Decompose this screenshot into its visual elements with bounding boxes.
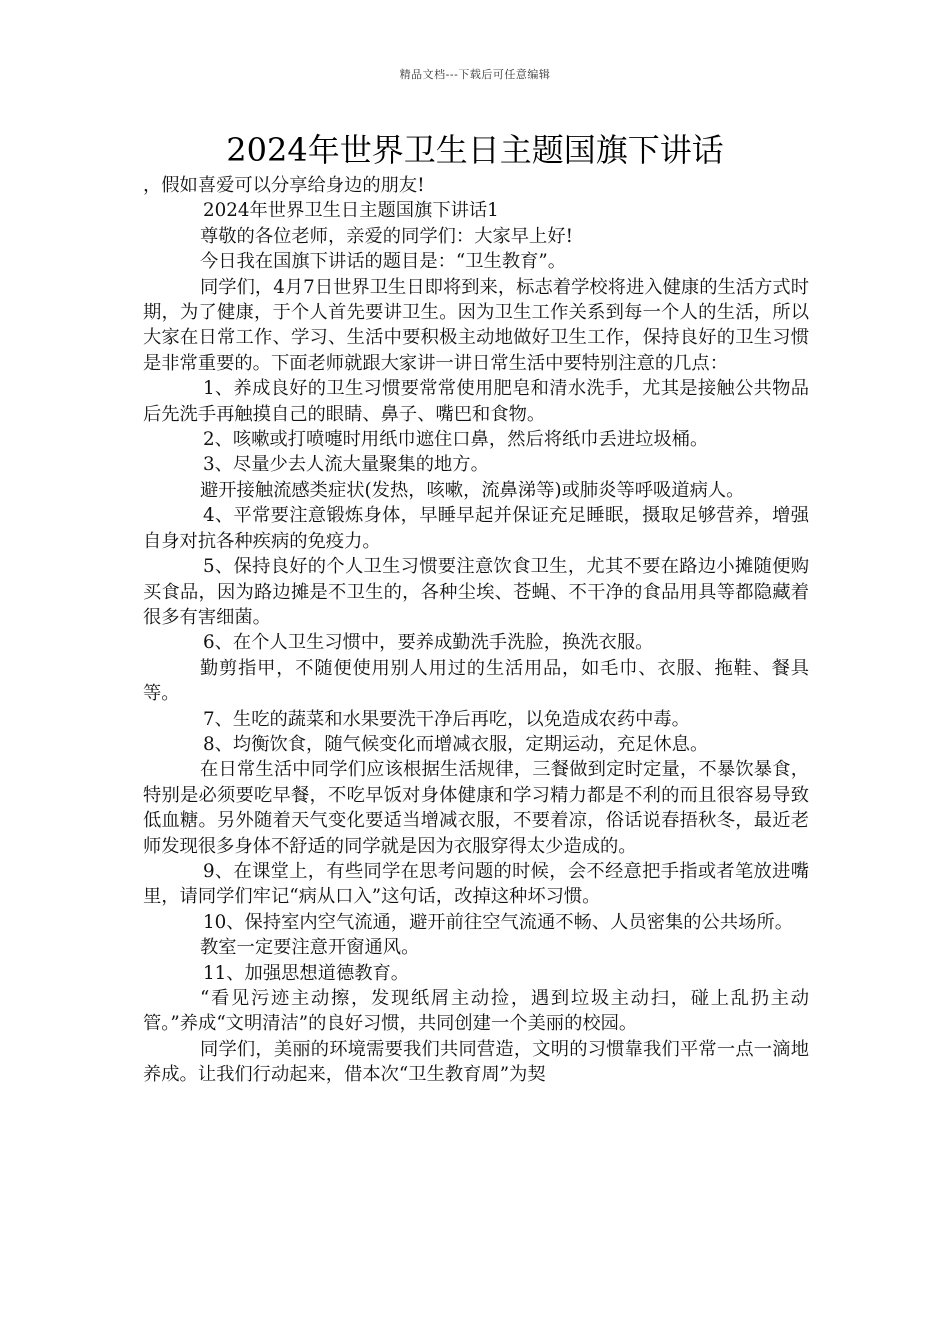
body-paragraph: 尊敬的各位老师，亲爱的同学们：大家早上好!	[200, 225, 573, 247]
body-paragraph: 10、保持室内空气流通，避开前往空气流通不畅、人员密集的公共场所。	[203, 911, 793, 933]
body-paragraph: ，假如喜爱可以分享给身边的朋友!	[143, 175, 425, 196]
body-paragraph: 2024年世界卫生日主题国旗下讲话1	[203, 200, 499, 222]
body-paragraph: 7、生吃的蔬菜和水果要洗干净后再吃，以免造成农药中毒。	[203, 708, 690, 730]
page-header-note: 精品文档---下载后可任意编辑	[399, 68, 551, 81]
body-paragraph: 2、咳嗽或打喷嚏时用纸巾遮住口鼻，然后将纸巾丢进垃圾桶。	[203, 429, 709, 451]
body-paragraph: 4、平常要注意锻炼身体，早睡早起并保证充足睡眠，摄取足够营养，增强自身对抗各种疾病的免疫力。	[143, 505, 809, 552]
body-paragraph: 勤剪指甲，不随便使用别人用过的生活用品，如毛巾、衣服、拖鞋、餐具等。	[143, 657, 809, 705]
document-body	[143, 173, 809, 1088]
document-title: 2024年世界卫生日主题国旗下讲话	[226, 131, 724, 169]
body-paragraph: 6、在个人卫生习惯中，要养成勤洗手洗脸，换洗衣服。	[203, 632, 654, 654]
body-paragraph: “看见污迹主动擦，发现纸屑主动捡，遇到垃圾主动扫，碰上乱扔主动管。”养成“文明清洁”的良好习惯，共同创建一个美丽的校园。	[143, 988, 809, 1035]
body-paragraph: 1、养成良好的卫生习惯要常常使用肥皂和清水洗手，尤其是接触公共物品后先洗手再触摸自己的眼睛、鼻子、嘴巴和食物。	[143, 378, 809, 425]
body-paragraph: 3、尽量少去人流大量聚集的地方。	[203, 454, 489, 476]
body-paragraph: 避开接触流感类症状(发热，咳嗽，流鼻涕等)或肺炎等呼吸道病人。	[200, 479, 745, 501]
body-paragraph: 11、加强思想道德教育。	[203, 962, 410, 984]
body-paragraph: 教室一定要注意开窗通风。	[200, 937, 420, 959]
body-paragraph: 在日常生活中同学们应该根据生活规律，三餐做到定时定量，不暴饮暴食，特别是必须要吃早餐，不吃早饭对身体健康和学习精力都是不利的而且很容易导致低血糖。另外随着天气变化要适当增减衣服，不要着凉，俗话说春捂秋冬，最近老师发现很多身体不舒适的同学就是因为衣服穿得太少造成的。	[143, 759, 809, 857]
body-paragraph: 8、均衡饮食，随气候变化而增减衣服，定期运动，充足休息。	[203, 733, 709, 755]
body-paragraph: 今日我在国旗下讲话的题目是：“卫生教育”。	[200, 251, 567, 273]
body-paragraph: 9、在课堂上，有些同学在思考问题的时候，会不经意把手指或者笔放进嘴里，请同学们牢记“病从口入”这句话，改掉这种坏习惯。	[143, 860, 809, 908]
body-paragraph: 同学们，4月7日世界卫生日即将到来，标志着学校将进入健康的生活方式时期，为了健康，于个人首先要讲卫生。因为卫生工作关系到每一个人的生活，所以大家在日常工作、学习、生活中要积极主动地做好卫生工作，保持良好的卫生习惯是非常重要的。下面老师就跟大家讲一讲日常生活中要特别注意的几点：	[143, 276, 809, 374]
body-paragraph: 5、保持良好的个人卫生习惯要注意饮食卫生，尤其不要在路边小摊随便购买食品，因为路边摊是不卫生的，各种尘埃、苍蝇、不干净的食品用具等都隐藏着很多有害细菌。	[143, 556, 809, 628]
body-paragraph: 同学们，美丽的环境需要我们共同营造，文明的习惯靠我们平常一点一滴地养成。让我们行动起来，借本次“卫生教育周”为契	[143, 1038, 809, 1086]
